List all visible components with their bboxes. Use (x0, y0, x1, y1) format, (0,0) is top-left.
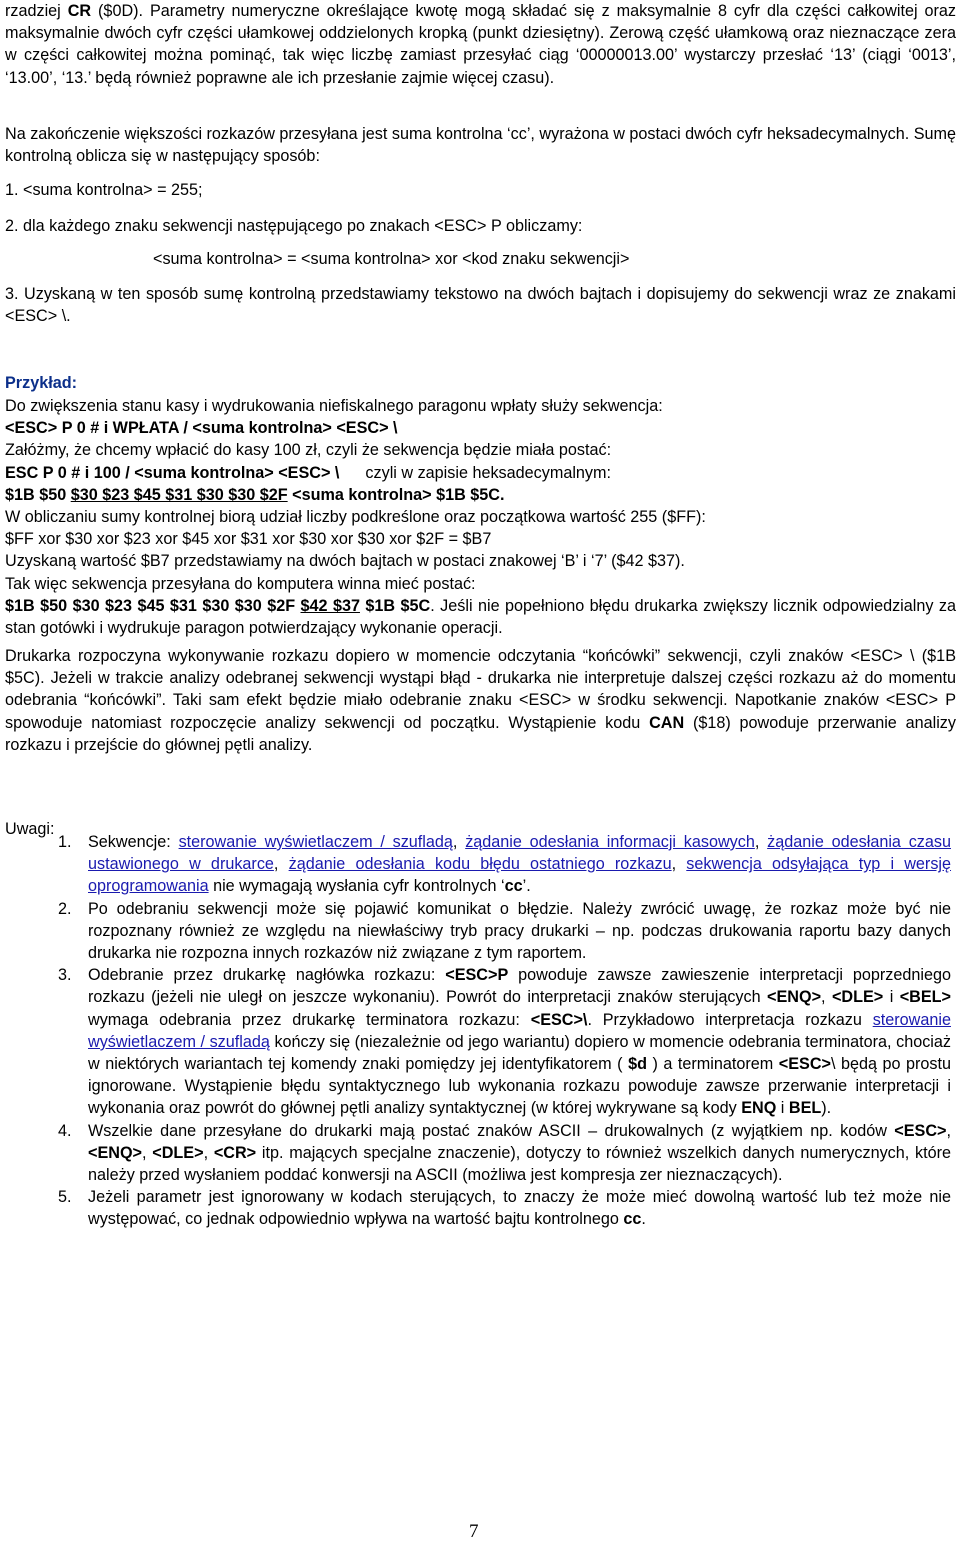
note-item (58, 1120, 951, 1187)
code: $d (628, 1055, 647, 1074)
example-line: W obliczaniu sumy kontrolnej biorą udział liczby podkreślone oraz początkowa wartość 255 ($FF): (5, 508, 706, 527)
text: powoduje zawsze zawieszenie interpretacji poprzedniego rozkazu (jeżeli nie uległ on jeszcze wykonaniu). Powrót do interpretacji znaków sterujących (88, 966, 951, 1007)
text: . Jeśli nie popełniono błędu drukarka zwiększy licznik odpowiedzialny za stan gotówki i wydrukuje paragon potwierdzający wykonanie operacji. (5, 596, 957, 638)
note-item (58, 831, 951, 898)
text: Jeżeli parametr jest ignorowany w kodach sterujących, to znaczy że może mieć dowolną wartość lub też może nie występować, co jednak odpowiednio wpływa na wartość bajtu kontrolnego (88, 1188, 951, 1229)
code: <ENQ> (88, 1143, 142, 1162)
note-item (58, 1186, 951, 1230)
link-software-version[interactable]: sekwencja odsyłająca typ i wersję oprogramowania (88, 855, 952, 896)
code: <CR> (213, 1143, 257, 1162)
note-number: 1. (58, 833, 72, 851)
example-heading: Przykład: (5, 374, 77, 392)
code: BEL (788, 1099, 822, 1118)
example-line (5, 462, 956, 484)
text: . (641, 1210, 646, 1229)
text: Odebranie przez drukarkę nagłówka rozkazu: (88, 966, 446, 985)
code-can: CAN (649, 713, 685, 732)
checksum-step-2: 2. dla każdego znaku sekwencji następującego po znakach <ESC> P obliczamy: (5, 217, 583, 235)
text: <suma kontrolna> $1B $5C (287, 485, 500, 504)
text: ) a terminatorem (646, 1055, 779, 1074)
code: <ESC> (894, 1121, 947, 1140)
code-cr: CR (67, 2, 92, 20)
text: , (142, 1143, 153, 1162)
page-number: 7 (469, 1521, 479, 1542)
code: <ENQ> (767, 988, 822, 1007)
text: , (946, 1121, 951, 1140)
text: . Przykładowo interpretacja rozkazu (587, 1010, 873, 1029)
checksum-bytes: $42 $37 (300, 596, 360, 615)
example-line: Uzyskaną wartość $B7 przedstawiamy na dwóch bajtach w postaci znakowej ‘B’ i ‘7’ ($42 $37). (5, 552, 685, 571)
text: $1B $50 (5, 485, 71, 504)
text: i (883, 988, 900, 1007)
text: , (821, 988, 832, 1007)
text: \ będą po prostu ignorowane. Wystąpienie błędu syntaktycznego lub wykonania rozkazu powoduje zawsze przerwanie interpretacji i wykonania oraz powrót do głównej pętli analizy syntaktycznej (w której wykrywane są kody (88, 1055, 952, 1118)
link-display-drawer[interactable]: sterowanie wyświetlaczem / szufladą (88, 1010, 951, 1051)
text: , (754, 833, 768, 851)
code-cc: cc (504, 877, 523, 896)
underlined-bytes: $30 $23 $45 $31 $30 $30 $2F (70, 485, 288, 504)
example-line: Tak więc sekwencja przesyłana do komputera winna mieć postać: (5, 574, 476, 593)
checksum-step-1: 1. <suma kontrolna> = 255; (5, 181, 203, 199)
text: , (671, 855, 687, 874)
text: rzadziej (5, 2, 68, 20)
note-number: 5. (58, 1188, 72, 1207)
link-display-drawer[interactable]: sterowanie wyświetlaczem / szufladą (178, 833, 453, 851)
text: ($18) powoduje przerwanie analizy rozkazu i przejście do głównej pętli analizy. (5, 713, 956, 754)
example-line: $FF xor $30 xor $23 xor $45 xor $31 xor $30 xor $30 xor $2F = $B7 (5, 530, 492, 549)
paragraph-checksum-intro: Na zakończenie większości rozkazów przesyłana jest suma kontrolna ‘cc’, wyrażona w postaci dwóch cyfr heksadecymalnych. Sumę kontrolną oblicza się w następujący sposób: (5, 125, 956, 166)
code: <ESC> (778, 1055, 831, 1074)
notes-list (58, 831, 951, 1231)
code: ENQ (741, 1099, 777, 1118)
example-final (5, 595, 956, 639)
note-item (58, 964, 951, 1119)
text: , (452, 833, 466, 851)
checksum-step-3: 3. Uzyskaną w ten sposób sumę kontrolną przedstawiamy tekstowo na dwóch bajtach i dopisujemy do sekwencji wraz ze znakami <ESC> \. (5, 285, 956, 326)
code: <BEL> (899, 988, 952, 1007)
text: nie wymagają wysłania cyfr kontrolnych ‘ (208, 877, 505, 896)
note-number: 3. (58, 966, 72, 985)
paragraph-numeric-params (5, 0, 956, 89)
text: ). (821, 1099, 832, 1118)
code-cc: cc (623, 1210, 642, 1229)
paragraph-execution (5, 645, 956, 756)
text: , (203, 1143, 214, 1162)
text: wymaga odebrania przez drukarkę terminatora rozkazu: (88, 1010, 531, 1029)
note-number: 4. (58, 1121, 72, 1140)
text: $1B $50 $30 $23 $45 $31 $30 $30 $2F (5, 596, 301, 615)
code: <ESC>P (445, 966, 509, 985)
note-number: 2. (58, 899, 72, 918)
text: Drukarka rozpoczyna wykonywanie rozkazu dopiero w momencie odczytania “końcówki” sekwencji, czyli znaków <ESC> \ ($1B $5C). Jeżeli w trakcie analizy odebranej sekwencji wystąpi błąd - drukarka nie interpretuje dalszej części rozkazu aż do momentu odebrania “końcówki”. Taki sam efekt będzie miało odebranie znaku <ESC> w środku sekwencji. Napotkanie znaków <ESC> P spowoduje natomiast rozpoczęcie analizy sekwencji od początku. Wystąpienie kodu (5, 647, 956, 732)
text: Sekwencje: (88, 833, 179, 851)
code: <DLE> (831, 988, 884, 1007)
text: Po odebraniu sekwencji może się pojawić komunikat o błędzie. Należy zwrócić uwagę, że rozkaz może być nie rozpoznany również ze względu na niewłaściwy tryb pracy drukarki – np. podczas drukowania raportu bazy danych drukarka nie rozpozna innych rozkazów niż związane z tym raportem. (88, 899, 951, 963)
code: <ESC>\ (530, 1010, 588, 1029)
checksum-formula: <suma kontrolna> = <suma kontrolna> xor <kod znaku sekwencji> (153, 250, 630, 268)
link-last-error[interactable]: żądanie odesłania kodu błędu ostatniego rozkazu (288, 855, 672, 874)
example-hex (5, 484, 956, 506)
notes-heading: Uwagi: (5, 820, 55, 838)
text: itp. mających specjalne znaczenie), dotyczy to również wszelkich danych numerycznych, które należy przed wysłaniem poddać konwersji na ASCII (możliwa jest kompresja zer nieznaczących). (88, 1143, 952, 1185)
text: ($0D). Parametry numeryczne określające kwotę mogą składać się z maksymalnie 8 cyfr dla części całkowitej oraz maksymalnie dwóch cyfr części ułamkowej oddzielonych kropką (punkt dziesiętny). Zerową część ułamkową oraz nieznaczące zera w części całkowitej można pominąć, tak więc liczbę zamiast przesyłać ciąg ‘00000013.00’ wystarczy przesłać ‘13’ (ciągi ‘0013’, ‘13.00’, ‘13.’ będą również poprawne ale ich przesłanie zajmie więcej czasu). (5, 2, 956, 87)
link-printer-time[interactable]: żądanie odesłania czasu ustawionego w drukarce (88, 833, 951, 874)
text: Wszelkie dane przesyłane do drukarki mają postać znaków ASCII – drukowalnych (z wyjątkiem np. kodów (88, 1121, 895, 1140)
text: czyli w zapisie heksadecymalnym: (365, 463, 612, 482)
example-block (5, 395, 956, 639)
link-cash-info[interactable]: żądanie odesłania informacji kasowych (465, 833, 755, 851)
example-line: Do zwiększenia stanu kasy i wydrukowania niefiskalnego paragonu wpłaty służy sekwencja: (5, 397, 663, 415)
text: kończy się (niezależnie od jego wariantu) dopiero w momencie odebrania terminatora, chociaż w niektórych wariantach tej komendy znaki pomiędzy jej identyfikatorem ( (88, 1032, 951, 1074)
text: ’. (522, 877, 531, 896)
text: $1B $5C (359, 596, 431, 615)
example-line: Załóżmy, że chcemy wpłacić do kasy 100 zł, czyli że sekwencja będzie miała postać: (5, 441, 612, 460)
text: . (499, 485, 505, 504)
example-sequence-100: ESC P 0 # i 100 / <suma kontrolna> <ESC> \ (5, 463, 340, 482)
code: <DLE> (152, 1143, 204, 1162)
text: , (273, 855, 289, 874)
example-sequence: <ESC> P 0 # i WPŁATA / <suma kontrolna> <ESC> \ (5, 419, 398, 438)
text: i (776, 1099, 789, 1118)
note-item (58, 898, 951, 965)
